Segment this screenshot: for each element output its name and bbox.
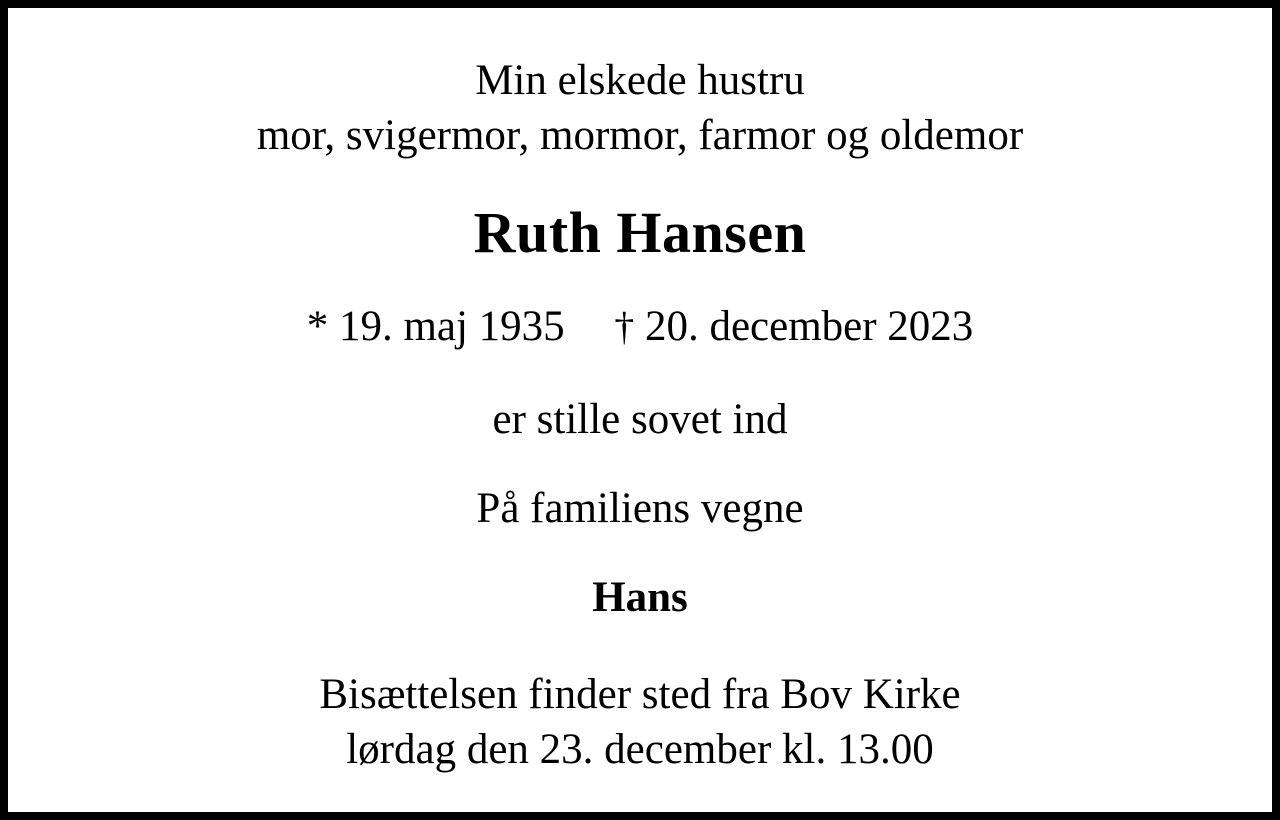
obituary-content <box>8 8 1272 812</box>
family-text: På familiens vegne <box>476 485 804 533</box>
life-dates <box>307 302 974 351</box>
birth-star-icon: * <box>306 303 329 351</box>
signature-name: Hans <box>592 574 688 622</box>
funeral-details <box>319 670 960 775</box>
birth-date: 19. maj 1935 <box>338 303 565 351</box>
passing-text: er stille sovet ind <box>492 396 788 444</box>
relationship-intro <box>257 56 1023 161</box>
death-date: 20. december 2023 <box>644 303 974 351</box>
relationship-line-2: mor, svigermor, mormor, farmor og oldemor <box>256 111 1024 159</box>
relationship-line-1: Min elskede hustru <box>475 57 805 104</box>
death-cross-icon: † <box>614 304 635 350</box>
funeral-line-1: Bisættelsen finder sted fra Bov Kirke <box>319 671 961 719</box>
funeral-line-2: lørdag den 23. december kl. 13.00 <box>346 726 934 774</box>
obituary-notice-card <box>8 8 1272 812</box>
deceased-name: Ruth Hansen <box>473 200 807 266</box>
